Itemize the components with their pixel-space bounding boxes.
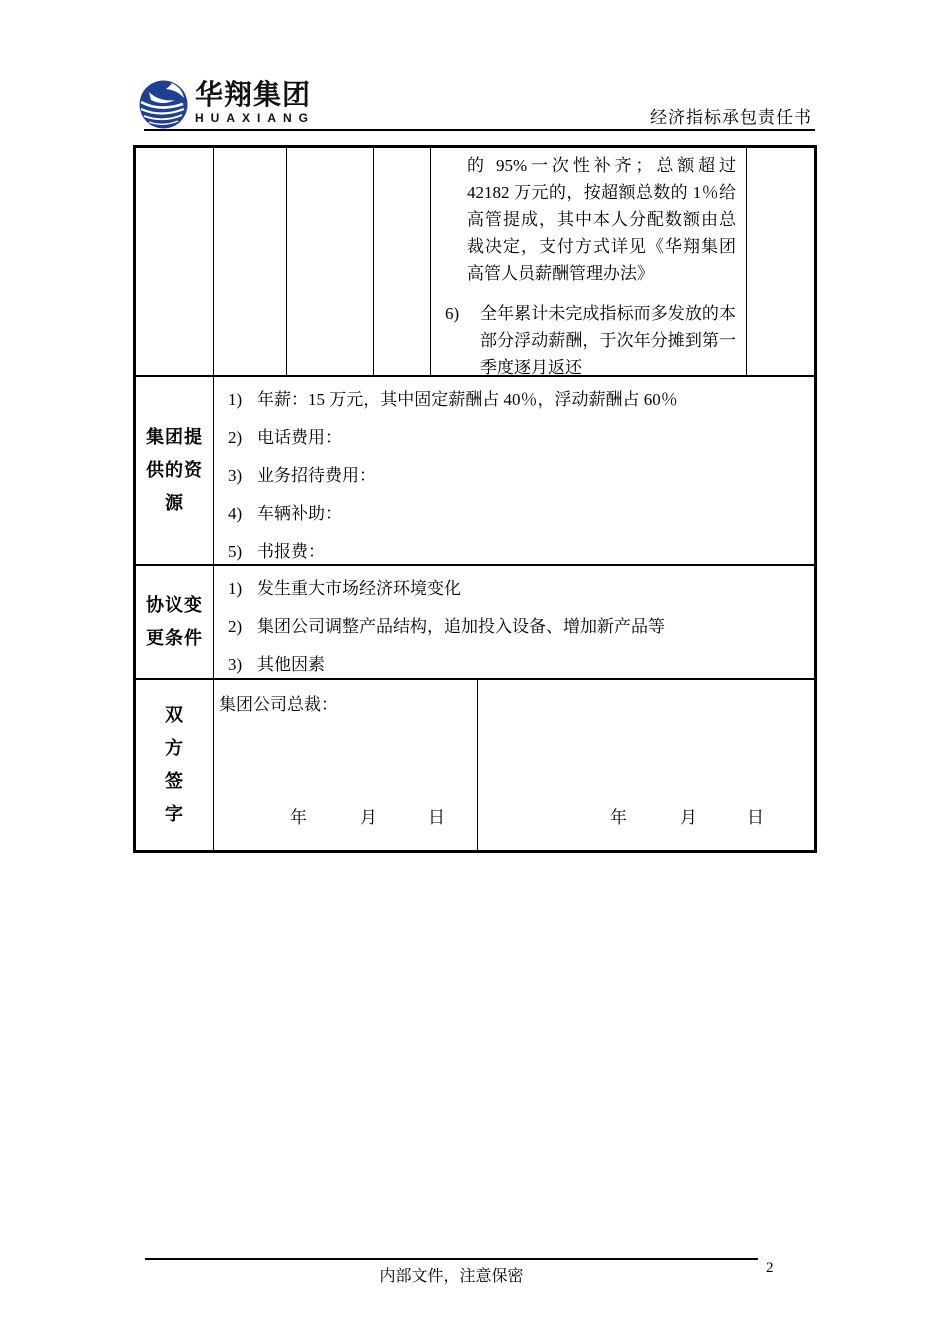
list-item bbox=[228, 538, 794, 565]
row-header-change-conditions: 协议变 更条件 bbox=[136, 566, 214, 678]
date-day-label: 日 bbox=[428, 808, 445, 827]
footer-divider bbox=[145, 1258, 758, 1260]
list-item bbox=[228, 500, 794, 527]
list-number: 3) bbox=[228, 466, 243, 485]
list-item bbox=[228, 462, 794, 489]
list-number: 1) bbox=[228, 390, 243, 409]
date-year-label: 年 bbox=[610, 808, 627, 827]
list-text: 全年累计未完成指标而多发放的本部分浮动薪酬，于次年分摊到第一季度逐月返还 bbox=[480, 304, 736, 377]
logo-chinese-name: 华翔集团 bbox=[195, 79, 312, 110]
huaxiang-globe-icon bbox=[139, 80, 188, 129]
salary-terms-paragraph: 的 95%一次性补齐；总额超过 42182 万元的，按超额总数的 1％给高管提成，其中本人分配数额由总裁决定，支付方式详见《华翔集团高管人员薪酬管理办法》 bbox=[467, 156, 736, 283]
empty-cell bbox=[287, 148, 374, 375]
page-number: 2 bbox=[766, 1260, 774, 1276]
list-text: 发生重大市场经济环境变化 bbox=[257, 579, 461, 598]
document-title: 经济指标承包责任书 bbox=[650, 108, 812, 127]
list-number: 2) bbox=[228, 428, 243, 447]
salary-terms-cell bbox=[431, 148, 747, 375]
list-text: 集团公司调整产品结构，追加投入设备、增加新产品等 bbox=[257, 617, 665, 636]
resources-list-cell bbox=[214, 377, 814, 564]
header-divider bbox=[144, 129, 815, 131]
empty-cell bbox=[374, 148, 431, 375]
change-conditions-list-cell bbox=[214, 566, 814, 678]
responsibility-table bbox=[133, 145, 817, 853]
list-text: 书报费： bbox=[257, 542, 325, 561]
list-text: 业务招待费用： bbox=[257, 466, 376, 485]
list-text: 其他因素 bbox=[257, 655, 325, 674]
list-item bbox=[228, 651, 794, 678]
list-text: 电话费用： bbox=[257, 428, 342, 447]
row-header-resources: 集团提 供的资 源 bbox=[136, 377, 214, 564]
logo-english-name: HUAXIANG bbox=[195, 111, 316, 125]
signature-cell-president bbox=[214, 680, 478, 850]
empty-cell bbox=[214, 148, 287, 375]
signature-cell-counterparty bbox=[478, 680, 814, 850]
list-item bbox=[228, 424, 794, 451]
date-month-label: 月 bbox=[680, 808, 697, 827]
table-row-signatures bbox=[136, 680, 814, 850]
table-row-continuation bbox=[136, 148, 814, 377]
salary-terms-item-6 bbox=[445, 300, 736, 381]
date-year-label: 年 bbox=[290, 808, 307, 827]
list-item bbox=[228, 575, 794, 602]
list-text: 车辆补助： bbox=[257, 504, 342, 523]
empty-cell bbox=[136, 148, 214, 375]
list-item bbox=[228, 386, 794, 413]
company-logo bbox=[139, 80, 315, 129]
list-item bbox=[228, 613, 794, 640]
table-row-resources bbox=[136, 377, 814, 566]
list-number: 6) bbox=[445, 304, 460, 323]
list-number: 2) bbox=[228, 617, 243, 636]
list-number: 1) bbox=[228, 579, 243, 598]
list-text: 年薪：15 万元，其中固定薪酬占 40％，浮动薪酬占 60％ bbox=[257, 390, 678, 409]
confidential-notice: 内部文件，注意保密 bbox=[379, 1268, 524, 1285]
list-number: 3) bbox=[228, 655, 243, 674]
row-header-signatures: 双 方 签 字 bbox=[136, 680, 214, 850]
empty-cell bbox=[747, 148, 814, 375]
date-month-label: 月 bbox=[360, 808, 377, 827]
president-signature-label: 集团公司总裁： bbox=[219, 695, 338, 714]
table-row-change-conditions bbox=[136, 566, 814, 680]
list-number: 5) bbox=[228, 542, 243, 561]
date-day-label: 日 bbox=[747, 808, 764, 827]
list-number: 4) bbox=[228, 504, 243, 523]
